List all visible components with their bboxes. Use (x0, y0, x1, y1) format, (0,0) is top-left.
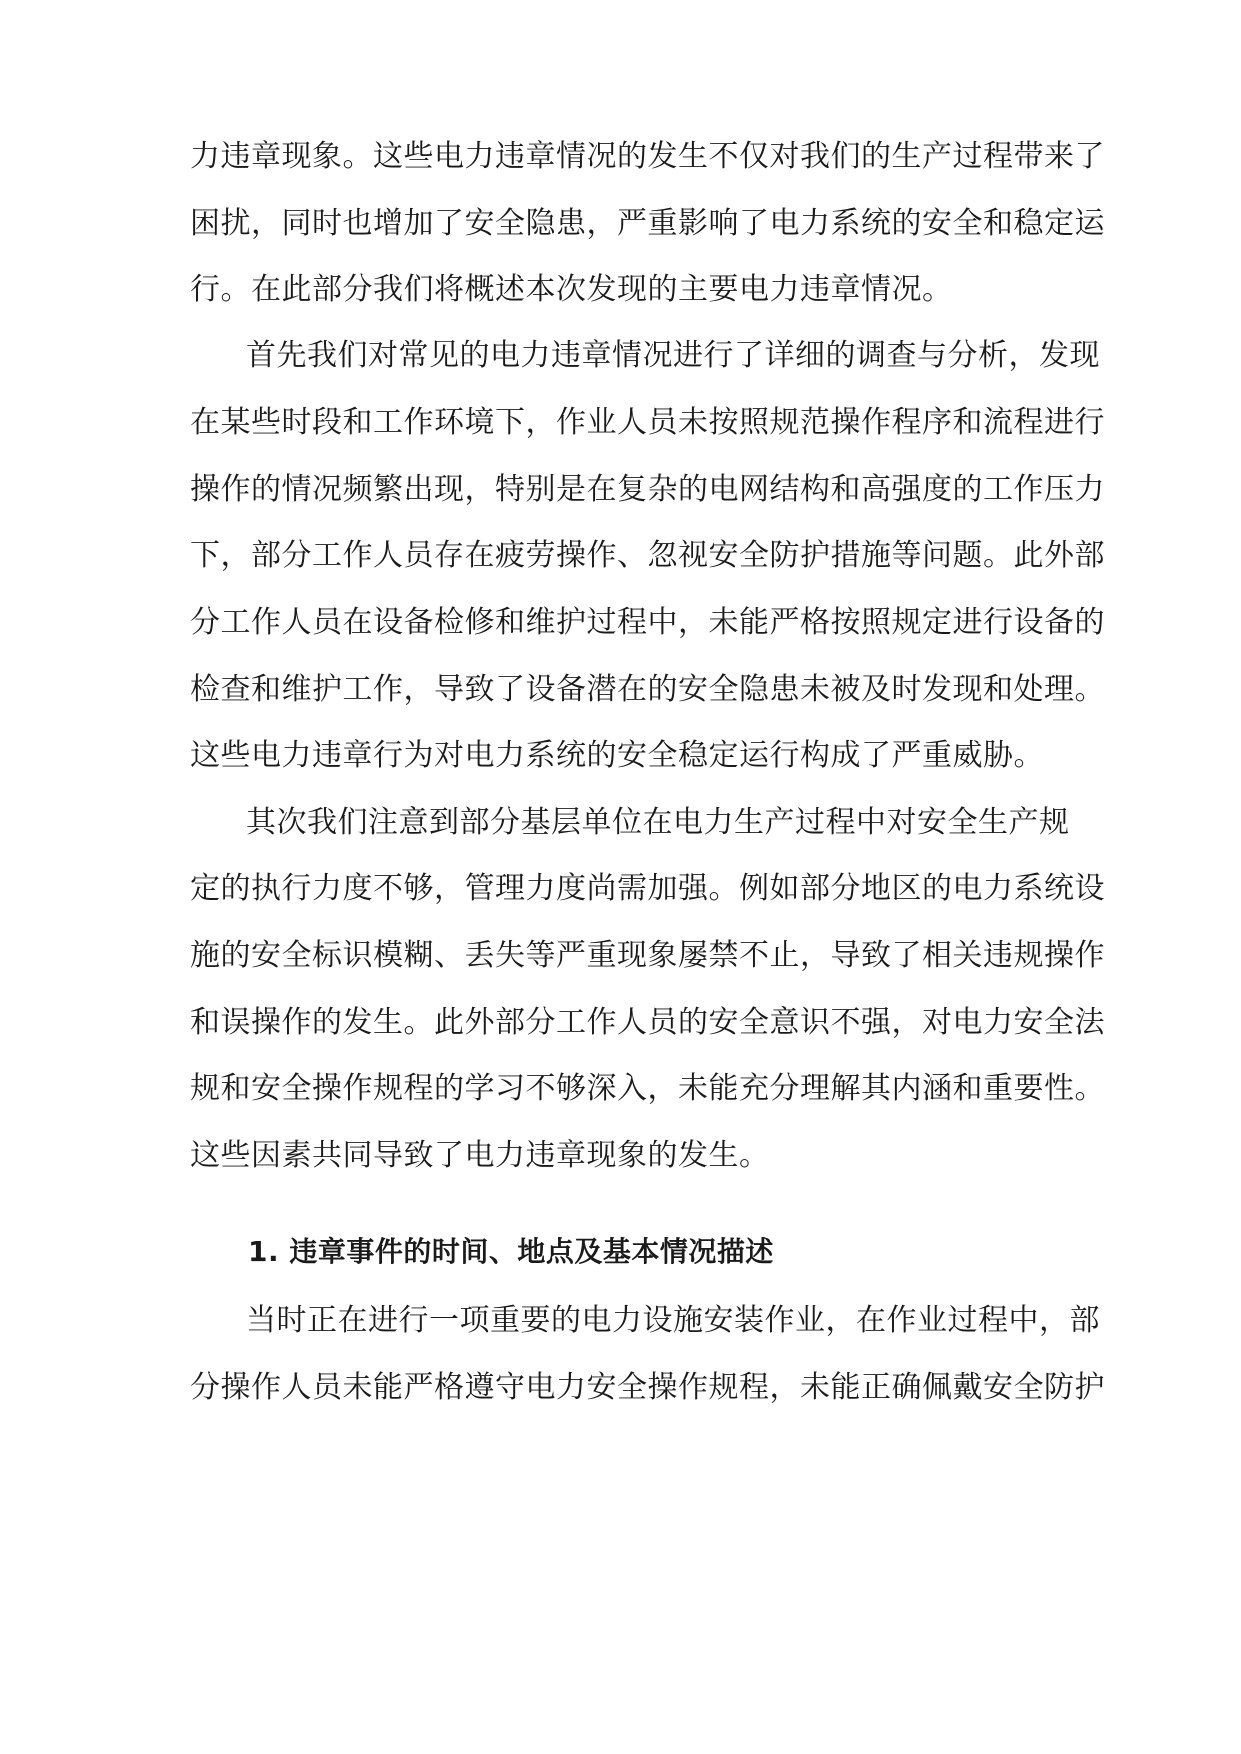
paragraph-1-line-2: 困扰，同时也增加了安全隐患，严重影响了电力系统的安全和稳定运 (190, 206, 1105, 241)
section-heading: 1. 违章事件的时间、地点及基本情况描述 (248, 1235, 774, 1268)
paragraph-2-line-4: 下，部分工作人员存在疲劳操作、忽视安全防护措施等问题。此外部 (190, 538, 1105, 573)
paragraph-3-line-5: 规和安全操作规程的学习不够深入，未能充分理解其内涵和重要性。 (190, 1071, 1105, 1106)
paragraph-3-line-6: 这些因素共同导致了电力违章现象的发生。 (190, 1138, 770, 1173)
paragraph-1-line-1: 力违章现象。这些电力违章情况的发生不仅对我们的生产过程带来了 (190, 139, 1105, 174)
paragraph-3-line-1: 其次我们注意到部分基层单位在电力生产过程中对安全生产规 (246, 805, 1070, 840)
paragraph-2-line-3: 操作的情况频繁出现，特别是在复杂的电网结构和高强度的工作压力 (190, 472, 1105, 507)
paragraph-2-line-6: 检查和维护工作，导致了设备潜在的安全隐患未被及时发现和处理。 (190, 672, 1105, 707)
paragraph-4-line-2: 分操作人员未能严格遵守电力安全操作规程，未能正确佩戴安全防护 (190, 1370, 1105, 1405)
paragraph-3-line-2: 定的执行力度不够，管理力度尚需加强。例如部分地区的电力系统设 (190, 871, 1105, 906)
paragraph-2-line-7: 这些电力违章行为对电力系统的安全稳定运行构成了严重威胁。 (190, 738, 1044, 773)
paragraph-2-line-5: 分工作人员在设备检修和维护过程中，未能严格按照规定进行设备的 (190, 605, 1105, 640)
paragraph-2-line-2: 在某些时段和工作环境下，作业人员未按照规范操作程序和流程进行 (190, 405, 1105, 440)
paragraph-2-line-1: 首先我们对常见的电力违章情况进行了详细的调查与分析，发现 (246, 338, 1100, 373)
paragraph-3-line-4: 和误操作的发生。此外部分工作人员的安全意识不强，对电力安全法 (190, 1005, 1105, 1040)
paragraph-4-line-1: 当时正在进行一项重要的电力设施安装作业，在作业过程中，部 (246, 1303, 1100, 1338)
paragraph-3-line-3: 施的安全标识模糊、丢失等严重现象屡禁不止，导致了相关违规操作 (190, 938, 1105, 973)
paragraph-1-line-3: 行。在此部分我们将概述本次发现的主要电力违章情况。 (190, 272, 953, 307)
